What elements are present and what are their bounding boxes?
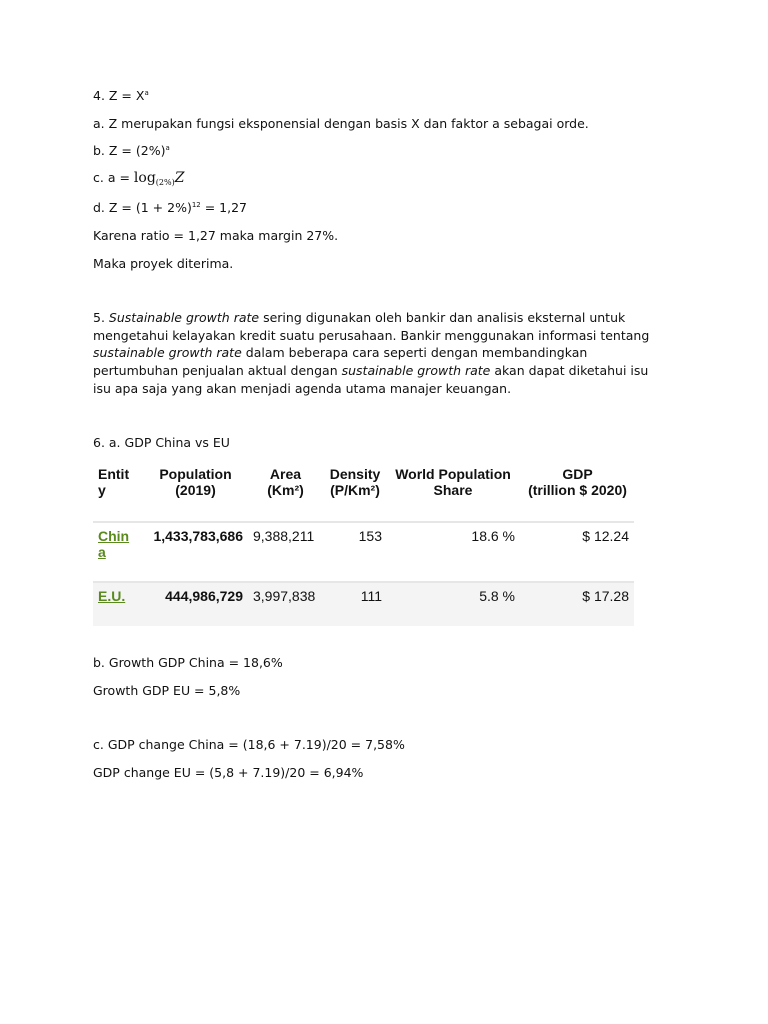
cell-gdp: $ 17.28 (582, 588, 629, 604)
q6-b-china: b. Growth GDP China = 18,6% (93, 655, 283, 670)
entity-link-china[interactable]: Chin a (98, 528, 130, 560)
entity-link-eu[interactable]: E.U. (98, 588, 126, 604)
q6-c-eu: GDP change EU = (5,8 + 7.19)/20 = 6,94% (93, 765, 364, 780)
cell-share: 5.8 % (479, 588, 515, 604)
q4-heading: 4. $Z = X^a$ (93, 88, 149, 103)
q6-a-title: 6. a. GDP China vs EU (93, 435, 230, 450)
q4-answer-c: c. $a = \log_{(2\%)}Z$ (93, 170, 185, 187)
cell-gdp: $ 12.24 (582, 528, 629, 544)
header-world-share: World Population Share (395, 466, 511, 498)
cell-share: 18.6 % (471, 528, 515, 544)
cell-density: 153 (358, 528, 382, 544)
header-entity: Entit y (98, 466, 130, 498)
q4-ratio: Karena ratio = 1,27 maka margin 27%. (93, 228, 339, 243)
header-gdp: GDP (trillion $ 2020) (528, 466, 627, 498)
cell-population: 1,433,783,686 (153, 528, 243, 544)
cell-density: 111 (360, 588, 382, 604)
header-density: Density (P/Km²) (329, 466, 381, 498)
q4-conclusion: Maka proyek diterima. (93, 256, 234, 271)
cell-area: 3,997,838 (253, 588, 316, 604)
q5-paragraph: 5. Sustainable growth rate sering digunakan oleh bankir dan analisis eksternal untuk mengetahui kelayakan kredit suatu perusahaan. Bankir menggunakan informasi tentang sustainable growth rate dalam beberapa cara seperti dengan membandingkan pertumbuhan penjualan aktual dengan sustainable growth rate akan dapat diketahui isu isu apa saja yang akan menjadi agenda utama manajer keuangan. (93, 310, 650, 396)
header-area: Area (Km²) (267, 466, 304, 498)
q4-answer-d: d. $Z = (1 + 2\%)^{12} = 1,27$ (93, 200, 248, 215)
cell-area: 9,388,211 (253, 528, 315, 544)
cell-population: 444,986,729 (165, 588, 243, 604)
header-divider (93, 521, 634, 523)
log-expression: $\log_{(2\%)}Z$ (133, 170, 185, 187)
header-population: Population (2019) (159, 466, 232, 498)
q4-answer-a: a. Z merupakan fungsi eksponensial dengan basis X dan faktor a sebagai orde. (93, 116, 589, 131)
q6-b-eu: Growth GDP EU = 5,8% (93, 683, 241, 698)
q4-answer-b: b. $Z = (2\%)^a$ (93, 143, 170, 158)
q6-c-china: c. GDP change China = (18,6 + 7.19)/20 = 7,58% (93, 737, 405, 752)
